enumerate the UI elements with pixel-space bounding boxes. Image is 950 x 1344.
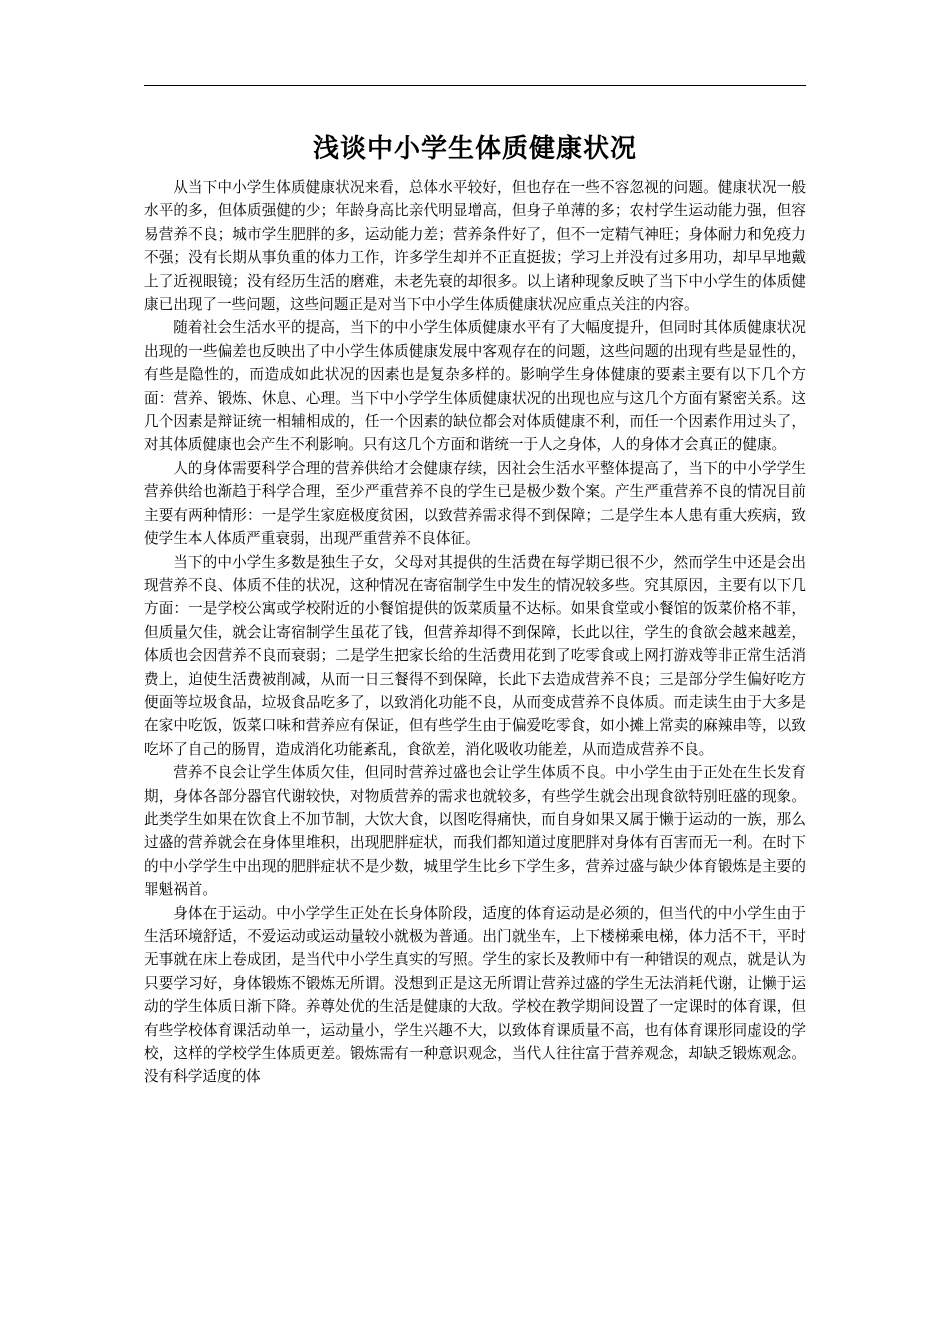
header-rule: [144, 85, 806, 86]
paragraph: 人的身体需要科学合理的营养供给才会健康存续，因社会生活水平整体提高了，当下的中小学学生营养供给也渐趋于科学合理，至少严重营养不良的学生已是极少数个案。产生严重营养不良的情况目前主要有两种情形：一是学生家庭极度贫困，以致营养需求得不到保障；二是学生本人患有重大疾病，致使学生本人体质严重衰弱，出现严重营养不良体征。: [144, 459, 806, 548]
paragraph: 随着社会生活水平的提高，当下的中小学生体质健康水平有了大幅度提升，但同时其体质健康状况出现的一些偏差也反映出了中小学生体质健康发展中客观存在的问题，这些问题的出现有些是显性的，有些是隐性的，而造成如此状况的因素也是复杂多样的。影响学生身体健康的要素主要有以下几个方面：营养、锻炼、休息、心理。当下中小学学生体质健康状况的出现也应与这几个方面有紧密关系。这几个因素是辩证统一相辅相成的，任一个因素的缺位都会对体质健康不利，而任一个因素作用过头了，对其体质健康也会产生不利影响。只有这几个方面和谐统一于人之身体，人的身体才会真正的健康。: [144, 319, 806, 454]
document-title: 浅谈中小学生体质健康状况: [312, 134, 637, 164]
document-body: [144, 176, 806, 1089]
paragraph: 身体在于运动。中小学学生正处在长身体阶段，适度的体育运动是必须的，但当代的中小学生由于生活环境舒适，不爱运动或运动量较小就极为普通。出门就坐车，上下楼梯乘电梯，体力活不干，平时无事就在床上卷成团，是当代中小学生真实的写照。学生的家长及教师中有一种错误的观点，就是认为只要学习好，身体锻炼不锻炼无所谓。没想到正是这无所谓让营养过盛的学生无法消耗代谢，让懒于运动的学生体质日渐下降。养尊处优的生活是健康的大敌。学校在教学期间设置了一定课时的体育课，但有些学校体育课活动单一，运动量小，学生兴趣不大，以致体育课质量不高，也有体育课形同虚设的学校，这样的学校学生体质更差。锻炼需有一种意识观念，当代人往往富于营养观念，却缺乏锻炼观念。没有科学适度的体: [144, 904, 806, 1086]
paragraph: 营养不良会让学生体质欠佳，但同时营养过盛也会让学生体质不良。中小学生由于正处在生长发育期，身体各部分器官代谢较快，对物质营养的需求也就较多，有些学生就会出现食欲特别旺盛的现象。此类学生如果在饮食上不加节制，大饮大食，以图吃得痛快，而自身如果又属于懒于运动的一族，那么过盛的营养就会在身体里堆积，出现肥胖症状，而我们都知道过度肥胖对身体有百害而无一利。在时下的中小学学生中出现的肥胖症状不是少数，城里学生比乡下学生多，营养过盛与缺少体育锻炼是主要的罪魁祸首。: [144, 764, 806, 899]
paragraph: 从当下中小学生体质健康状况来看，总体水平较好，但也存在一些不容忽视的问题。健康状况一般水平的多，但体质强健的少；年龄身高比亲代明显增高，但身子单薄的多；农村学生运动能力强，但容易营养不良；城市学生肥胖的多，运动能力差；营养条件好了，但不一定精气神旺；身体耐力和免疫力不强；没有长期从事负重的体力工作，许多学生却并不正直挺拔；学习上并没有过多用功，却早早地戴上了近视眼镜；没有经历生活的磨难，未老先衰的却很多。以上诸种现象反映了当下中小学生的体质健康已出现了一些问题，这些问题正是对当下中小学生体质健康状况应重点关注的内容。: [144, 179, 806, 314]
paragraph: 当下的中小学生多数是独生子女，父母对其提供的生活费在每学期已很不少，然而学生中还是会出现营养不良、体质不佳的状况，这种情况在寄宿制学生中发生的情况较多些。究其原因，主要有以下几方面：一是学校公寓或学校附近的小餐馆提供的饭菜质量不达标。如果食堂或小餐馆的饭菜价格不菲，但质量欠佳，就会让寄宿制学生虽花了钱，但营养却得不到保障，长此以往，学生的食欲会越来越差，体质也会因营养不良而衰弱；二是学生把家长给的生活费用花到了吃零食或上网打游戏等非正常生活消费上，迫使生活费被削减，从而一日三餐得不到保障，长此下去造成营养不良；三是部分学生偏好吃方便面等垃圾食品，垃圾食品吃多了，以致消化功能不良，从而变成营养不良体质。而走读生由于大多是在家中吃饭，饭菜口味和营养应有保证，但有些学生由于偏爱吃零食，如小摊上常卖的麻辣串等，以致吃坏了自己的肠胃，造成消化功能紊乱，食欲差，消化吸收功能差，从而造成营养不良。: [144, 553, 806, 758]
